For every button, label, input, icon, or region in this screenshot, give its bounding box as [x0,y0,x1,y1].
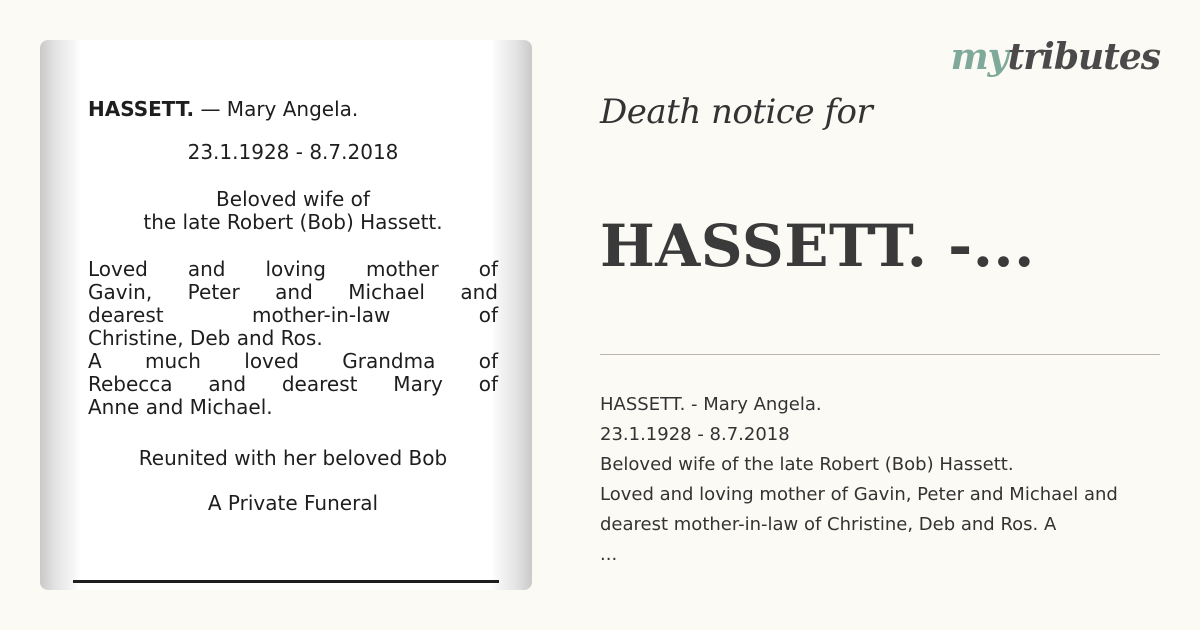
divider [600,354,1160,355]
notice-line: Gavin, Peter and Michael and [88,280,498,304]
excerpt-line: ... [600,544,618,565]
notice-line: the late Robert (Bob) Hassett. [143,210,443,234]
excerpt-line: 23.1.1928 - 8.7.2018 [600,424,790,445]
excerpt-line: Loved and loving mother of Gavin, Peter and Michael and [600,484,1118,505]
notice-dates: 23.1.1928 - 8.7.2018 [187,140,399,164]
notice-line: A Private Funeral [207,491,379,515]
page-subtitle: Death notice for [600,92,873,132]
deceased-name: HASSETT. -... [600,212,1035,280]
clipping-bottom-rule [73,580,499,583]
notice-excerpt [600,390,1200,570]
excerpt-line: dearest mother-in-law of Christine, Deb and Ros. A [600,514,1057,535]
notice-line: Beloved wife of [216,187,370,211]
excerpt-line: Beloved wife of the late Robert (Bob) Hassett. [600,454,1014,475]
mytributes-logo[interactable]: mytributes [950,36,1160,78]
notice-line: dearest mother-in-law of [88,303,498,327]
notice-heading: HASSETT. — Mary Angela. [88,97,359,121]
excerpt-line: HASSETT. - Mary Angela. [600,394,822,415]
notice-line: Reunited with her beloved Bob [138,446,448,470]
notice-line: Rebecca and dearest Mary of [88,372,498,396]
notice-line: A much loved Grandma of [88,349,498,373]
notice-line: Loved and loving mother of [88,257,498,281]
notice-line: Anne and Michael. [88,395,273,419]
newspaper-clipping [88,98,498,515]
notice-line: Christine, Deb and Ros. [88,326,323,350]
death-notice-image [40,40,532,590]
